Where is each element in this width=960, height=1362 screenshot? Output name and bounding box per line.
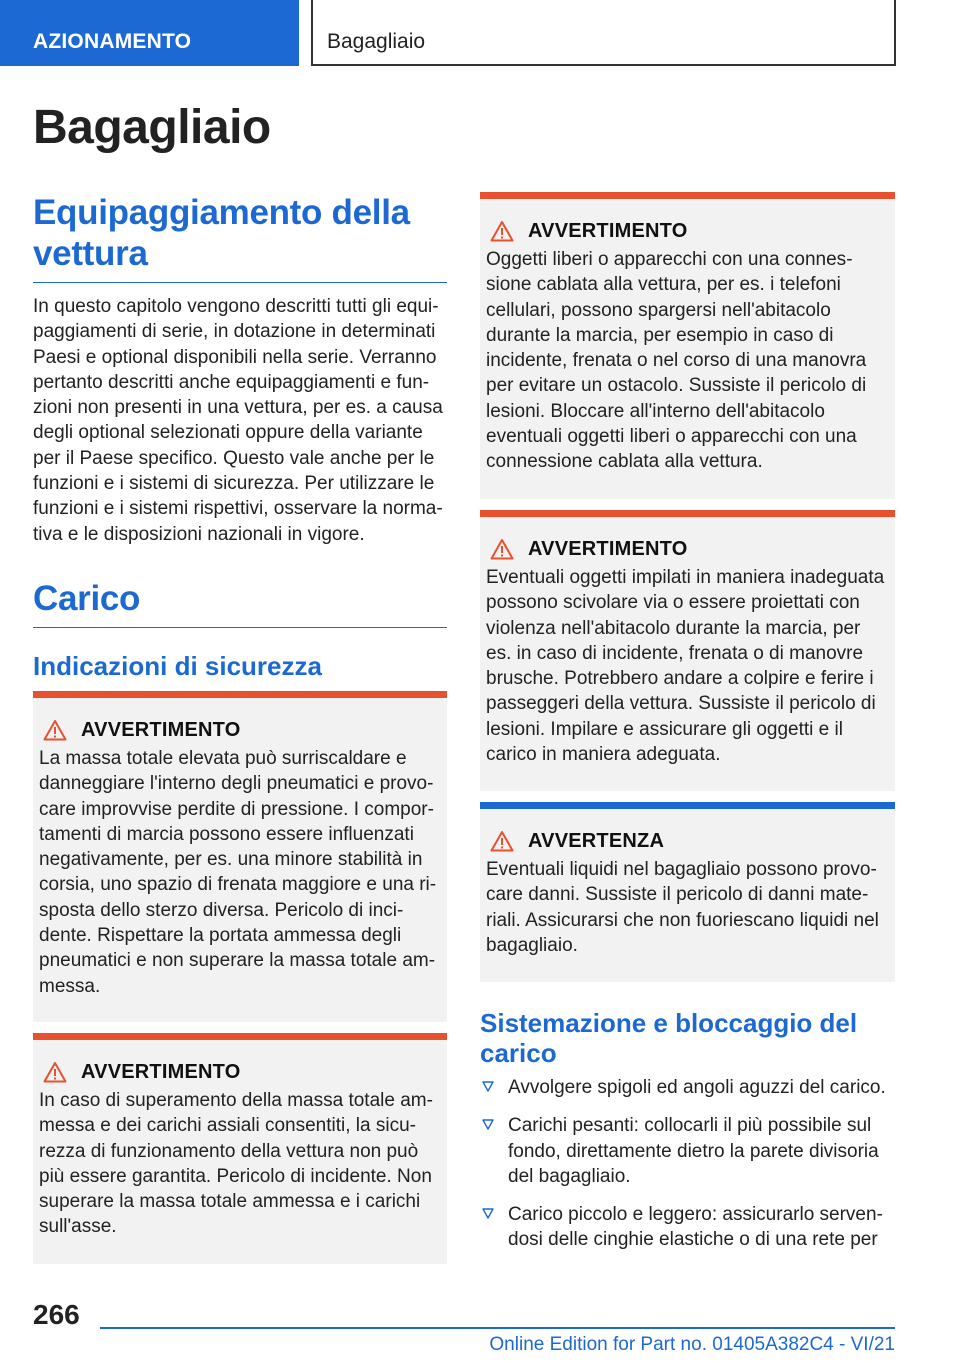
- warning-triangle-icon: [43, 1061, 67, 1083]
- heading-indicazioni-sicurezza: Indicazioni di sicurezza: [33, 651, 322, 681]
- warning-box: [480, 510, 895, 791]
- warning-triangle-icon: [490, 538, 514, 560]
- triangle-bullet-icon: [482, 1117, 494, 1131]
- notice-title: AVVERTENZA: [528, 829, 665, 852]
- footer-edition-link[interactable]: Online Edition for Part no. 01405A382C4 - VI/21: [489, 1334, 895, 1355]
- warning-title: AVVERTIMENTO: [81, 1060, 241, 1083]
- page-number: 266: [33, 1299, 80, 1330]
- heading-sistemazione: Sistemazione e bloccaggio del carico: [480, 1008, 858, 1068]
- warning-triangle-icon: [490, 830, 514, 852]
- warning-text: Oggetti liberi o apparecchi con una connessione cablata alla vettura, per es. i telefoni cellulari, possono spargersi nell'abitacolo durante la marcia, per esempio in caso di incidente, frenata o nel corso di una manovra per evitare un ostacolo. Sussiste il pericolo di lesioni. Bloccare all'interno dell'abitacolo eventuali oggetti liberi o apparecchi con una connessione cablata alla vettura.: [486, 249, 867, 473]
- warning-text: In caso di superamento della massa totale ammessa e dei carichi assiali consentiti, la sicurezza di funzionamento della vettura non può più essere garantita. Pericolo di incidente. Non superare la massa totale ammessa e i carichi sull'asse.: [39, 1090, 433, 1238]
- list-item: Avvolgere spigoli ed angoli aguzzi del carico.: [480, 1075, 895, 1100]
- warning-title: AVVERTIMENTO: [81, 718, 241, 741]
- warning-text: Eventuali oggetti impilati in maniera inadeguata possono scivolare via o essere proiettati con violenza nell'abitacolo durante la marcia, per es. in caso di incidente, frenata o di manovre brusche. Potrebbero andare a colpire e ferire i passeggeri della vettura. Sussiste il pericolo di lesioni. Impilare e assicurare gli oggetti e il carico in maniera adeguata.: [486, 567, 885, 766]
- footer-divider: [100, 1327, 895, 1329]
- page-title: Bagagliaio: [33, 101, 271, 154]
- loading-bullet-list: [480, 1075, 895, 1266]
- list-item: Carichi pesanti: collocarli il più possibile sul fondo, direttamente dietro la parete divisoria del bagagliaio.: [480, 1113, 895, 1189]
- notice-text: Eventuali liquidi nel bagagliaio possono provocare danni. Sussiste il pericolo di danni materiali. Assicurarsi che non fuoriescano liquidi nel bagagliaio.: [486, 859, 879, 956]
- intro-paragraph: In questo capitolo vengono descritti tutti gli equipaggiamenti di serie, in dotazione in determinati Paesi e optional disponibili nella serie. Verranno pertanto descritti anche equipaggiamenti e funzioni non presenti in una vettura, per es. a causa degli optional selezionati oppure della variante per il Paese specifico. Questo vale anche per le funzioni e i sistemi di sicurezza. Per utilizzare le funzioni e i sistemi rispettivi, osservare la normativa e le disposizioni nazionali in vigore.: [33, 296, 443, 545]
- warning-triangle-icon: [43, 719, 67, 741]
- triangle-bullet-icon: [482, 1079, 494, 1093]
- notice-box: [480, 802, 895, 982]
- heading-equipaggiamento: Equipaggiamento della vettura: [33, 192, 447, 283]
- warning-box: [33, 1033, 447, 1264]
- warning-text: La massa totale elevata può surriscaldare e danneggiare l'interno degli pneumatici e provocare improvvise perdite di pressione. I comportamenti di marcia possono essere influenzati negativamente, per es. una minore stabilità in corsia, uno spazio di frenata maggiore e una risposta dello sterzo diversa. Pericolo di incidente. Rispettare la portata ammessa degli pneumatici e non superare la massa totale ammessa.: [39, 748, 437, 997]
- triangle-bullet-icon: [482, 1206, 494, 1220]
- warning-title: AVVERTIMENTO: [528, 537, 688, 560]
- warning-box: [33, 691, 447, 1022]
- warning-title: AVVERTIMENTO: [528, 219, 688, 242]
- warning-triangle-icon: [490, 220, 514, 242]
- warning-box: [480, 192, 895, 499]
- heading-carico: Carico: [33, 578, 447, 628]
- list-item: Carico piccolo e leggero: assicurarlo servendosi delle cinghie elastiche o di una rete per: [480, 1202, 895, 1253]
- section-tab: AZIONAMENTO: [0, 0, 299, 66]
- chapter-tab: Bagagliaio: [311, 0, 896, 66]
